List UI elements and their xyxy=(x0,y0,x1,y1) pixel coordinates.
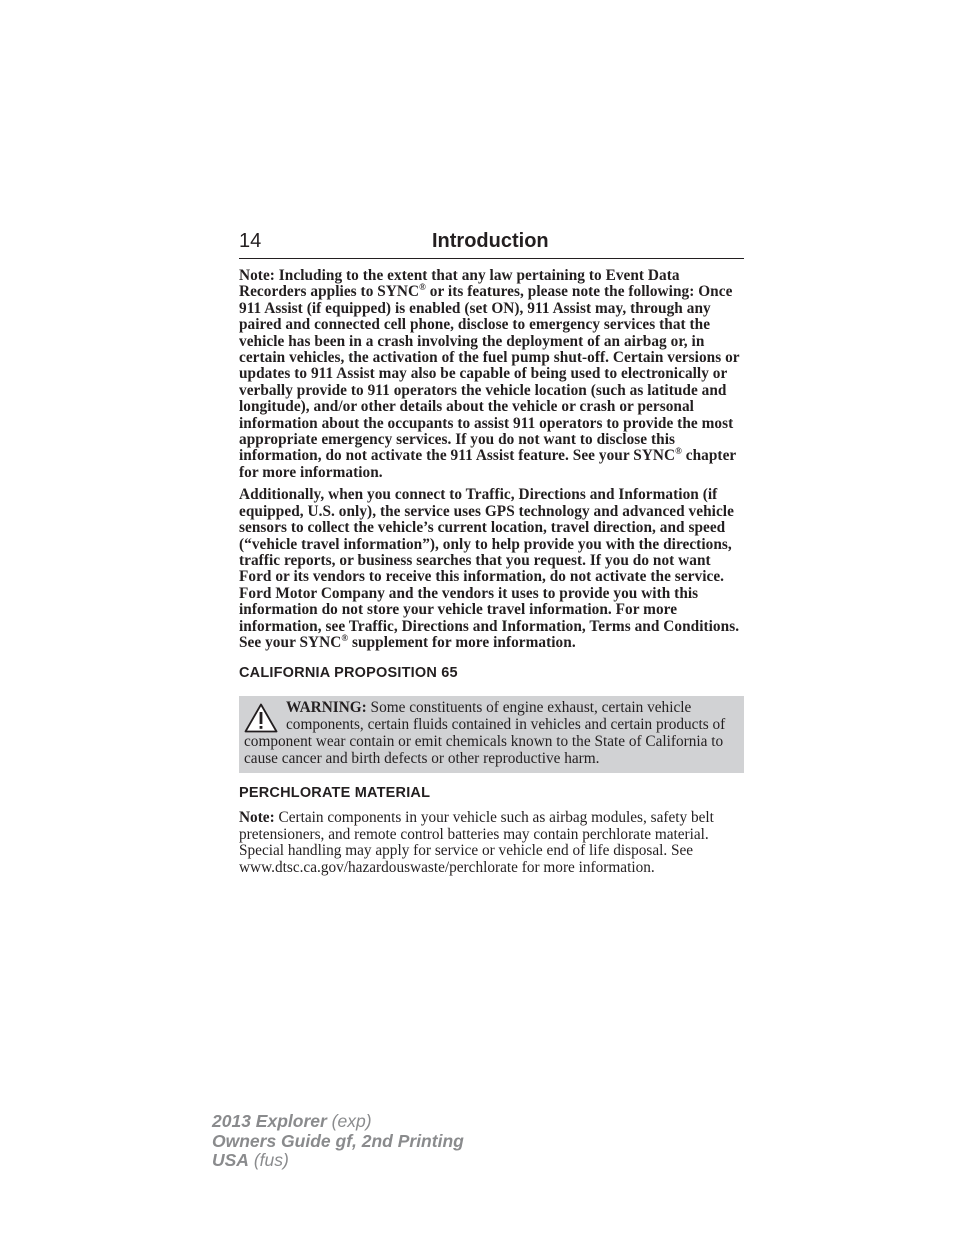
perchlorate-heading: PERCHLORATE MATERIAL xyxy=(239,785,431,802)
footer-line-guide: Owners Guide gf, 2nd Printing xyxy=(212,1130,464,1151)
footer-line-model: 2013 Explorer (exp) xyxy=(212,1111,372,1131)
warning-box xyxy=(239,696,744,773)
footer-line-region: USA (fus) xyxy=(212,1150,289,1170)
page-content xyxy=(239,268,744,876)
warning-triangle-icon xyxy=(244,703,278,733)
warning-label: WARNING: xyxy=(286,699,367,717)
warning-text: Some constituents of engine exhaust, certain vehicle components, certain fluids contained in vehicles and certain products of component wear contain or emit chemicals known to the State of California to cause cancer and birth defects or other reproductive harm. xyxy=(244,699,726,768)
section-title: Introduction xyxy=(432,230,549,252)
page-number: 14 xyxy=(239,230,262,252)
note-label: Note: xyxy=(239,809,275,827)
page-header xyxy=(239,228,744,259)
perchlorate-note xyxy=(239,810,744,876)
event-data-recorder-note: Note: Including to the extent that any law pertaining to Event Data Recorders applies to SYNC® or its features, please note the following: Once 911 Assist (if equipped) is enabled (set ON), 911 Assist may, through any paired and connected cell phone, disclose to emergency services that the vehicle has been in a crash involving the deployment of an airbag or, in certain vehicles, the activation of the fuel pump shut-off. Certain versions or updates to 911 Assist may also be capable of being used to electronically or verbally provide to 911 operators the vehicle location (such as latitude and longitude), and/or other details about the vehicle or crash or personal information about the occupants to assist 911 operators to provide the most appropriate emergency services. If you do not want to disclose this information, do not activate the 911 Assist feature. See your SYNC® chapter for more information. xyxy=(239,267,740,481)
note-text: Certain components in your vehicle such as airbag modules, safety belt pretensioners, and remote control batteries may contain perchlorate material. Special handling may apply for service or vehicle end of life disposal. See www.dtsc.ca.gov/hazardouswaste/perchlorate for more information. xyxy=(239,809,714,876)
page-footer xyxy=(212,1112,464,1171)
california-proposition-heading: CALIFORNIA PROPOSITION 65 xyxy=(239,665,458,682)
traffic-directions-paragraph: Additionally, when you connect to Traffic, Directions and Information (if equipped, U.S. only), the service uses GPS technology and advanced vehicle sensors to collect the vehicle’s current location, travel direction, and speed (“vehicle travel information”), only to help provide you with the directions, traffic reports, or business searches that you request. If you do not want Ford or its vendors to receive this information, do not activate the service. Ford Motor Company and the vendors it uses to provide you with this information do not store your vehicle travel information. For more information, see Traffic, Directions and Information, Terms and Conditions. See your SYNC® supplement for more information. xyxy=(239,486,740,651)
